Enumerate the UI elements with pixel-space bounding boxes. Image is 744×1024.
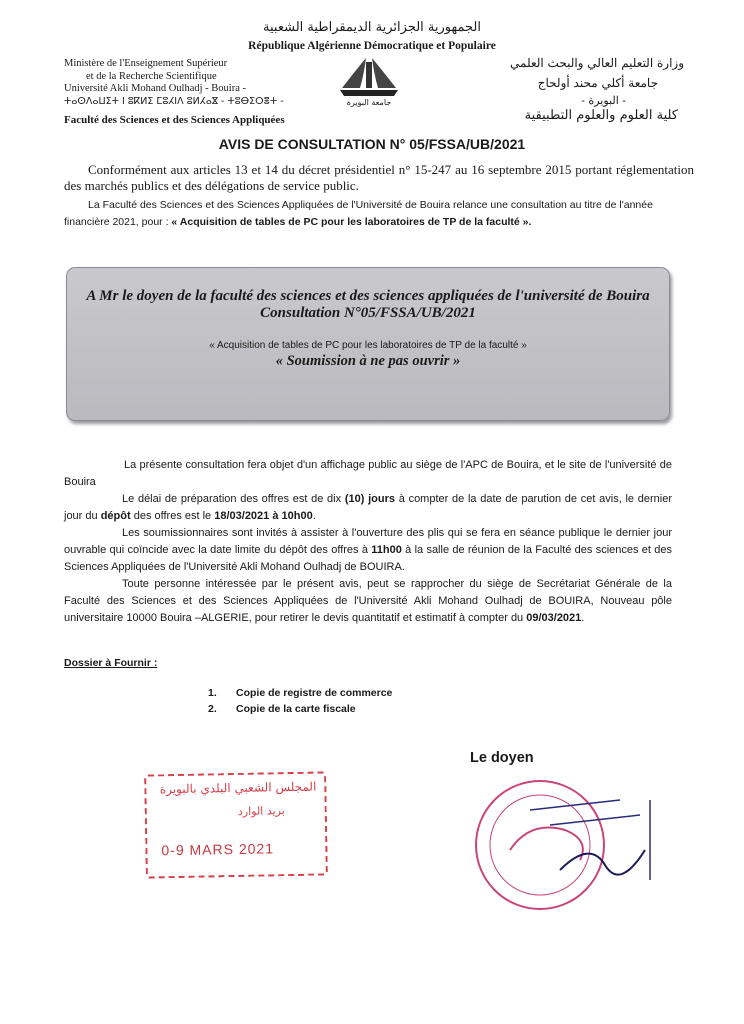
body-p1: La présente consultation fera objet d'un affichage public au siège de l'APC de Bouira, et le site de l'université de Bouira [64, 459, 672, 488]
list-number: 2. [208, 703, 217, 715]
university-tifinagh: ⵜⴰⵙⴷⴰⵡⵉⵜ ⵏ ⵓⴽⵍⵉ ⵎⵓⵃⵏⴷ ⵓⵍⵃⴰⴵ - ⵜⵓⴱⵉⵔⴻⵜ - [64, 95, 284, 107]
list-label: Copie de la carte fiscale [236, 703, 356, 715]
signatory-title: Le doyen [470, 750, 534, 766]
body-p4-text: Toute personne intéressée par le présent avis, peut se rapprocher du siège de Secrétariat Générale de la Faculté des Sciences et des Sciences Appliquées de l'Université Akli Mohand Oulhadj de BOUIRA, Nouveau pôle universitaire 10000 Bouira –ALGERIE, pour retirer le devis quantitatif et estimatif à compter du [64, 578, 672, 624]
arabic-university: جامعة أكلي محند أولحاج [537, 76, 658, 90]
body-p4-date: 09/03/2021 [526, 612, 582, 624]
document-title: AVIS DE CONSULTATION N° 05/FSSA/UB/2021 [218, 136, 526, 152]
body-p2-text: Le délai de préparation des offres est de dix [122, 493, 345, 505]
body-p3-text-2: à la salle de réunion de la Faculté des sciences et des Sciences Appliquées de l'Université Akli Mohand Oulhadj de BOUIRA. [64, 544, 673, 573]
logo-caption: جامعة البويرة [346, 98, 392, 107]
dossier-list [208, 685, 392, 717]
body-text [64, 457, 672, 627]
body-p2-deadline: 18/03/2021 à 10h00 [214, 510, 313, 522]
body-paragraph [64, 491, 672, 525]
intro-text: La Faculté des Sciences et des Sciences Appliquées de l'Université de Bouira relance une consultation au titre de l'année financière 2021, pour : [64, 199, 653, 228]
body-p2-depot: dépôt [100, 510, 131, 522]
stamp-date: 0-9 MARS 2021 [161, 840, 275, 859]
list-item [208, 701, 392, 717]
institution-header-fr [64, 58, 284, 108]
ministry-line: Ministère de l'Enseignement Supérieur [64, 58, 228, 69]
intro-paragraph-2 [64, 197, 694, 231]
body-p3-time: 11h00 [371, 544, 402, 556]
list-item [208, 685, 392, 701]
body-paragraph [64, 457, 672, 491]
box-consultation-ref: Consultation N°05/FSSA/UB/2021 [260, 305, 476, 321]
body-p2-end: . [312, 510, 316, 522]
body-p2-duration: (10) jours [344, 493, 396, 505]
intro-paragraph: Conformément aux articles 13 et 14 du décret présidentiel n° 15-247 au 16 septembre 2015 portant réglementation des marchés publics et des délégations de service public. [64, 162, 694, 193]
seal-icon [470, 770, 690, 920]
body-paragraph [64, 576, 672, 627]
arabic-republic-heading: الجمهورية الجزائرية الديمقراطية الشعبية [263, 20, 481, 35]
box-object: « Acquisition de tables de PC pour les laboratoires de TP de la faculté » [209, 340, 527, 351]
faculty-name: Faculté des Sciences et des Sciences Appliquées [64, 114, 285, 126]
intro-object: « Acquisition de tables de PC pour les laboratoires de TP de la faculté ». [171, 216, 532, 228]
republic-heading: République Algérienne Démocratique et Populaire [248, 40, 496, 52]
dossier-heading: Dossier à Fournir : [64, 657, 158, 669]
arabic-ministry: وزارة التعليم العالي والبحث العلمي [510, 56, 684, 70]
body-p4-end: . [581, 612, 585, 624]
body-paragraph [64, 525, 672, 576]
arabic-faculty: كلية العلوم والعلوم التطبيقية [524, 108, 678, 123]
university-name: Université Akli Mohand Oulhadj - Bouira - [64, 83, 246, 94]
official-seal [470, 770, 690, 925]
body-p2-text-3: des offres est le [130, 510, 215, 522]
box-warning: « Soumission à ne pas ouvrir » [275, 353, 461, 369]
reception-stamp [144, 771, 328, 878]
list-number: 1. [208, 687, 217, 699]
stamp-arabic-line-2: بريد الوارد [237, 804, 285, 818]
university-logo [336, 52, 402, 110]
list-label: Copie de registre de commerce [236, 687, 393, 699]
envelope-label-box [66, 267, 670, 421]
arabic-city: - البويرة - [581, 94, 626, 107]
stamp-arabic-line: المجلس الشعبي البلدي بالبويرة [159, 779, 317, 797]
box-addressee: A Mr le doyen de la faculté des sciences et des sciences appliquées de l'université de Bouira [86, 288, 650, 304]
body-p2-text-2: à compter de la date de parution de cet avis, le dernier jour du [64, 493, 672, 522]
ministry-line-2: et de la Recherche Scientifique [86, 70, 217, 82]
body-p3-text: Les soumissionnaires sont invités à assister à l'ouverture des plis qui se fera en séance publique le dernier jour ouvrable qui coïncide avec la date limite du dépôt des offres à [64, 527, 672, 556]
